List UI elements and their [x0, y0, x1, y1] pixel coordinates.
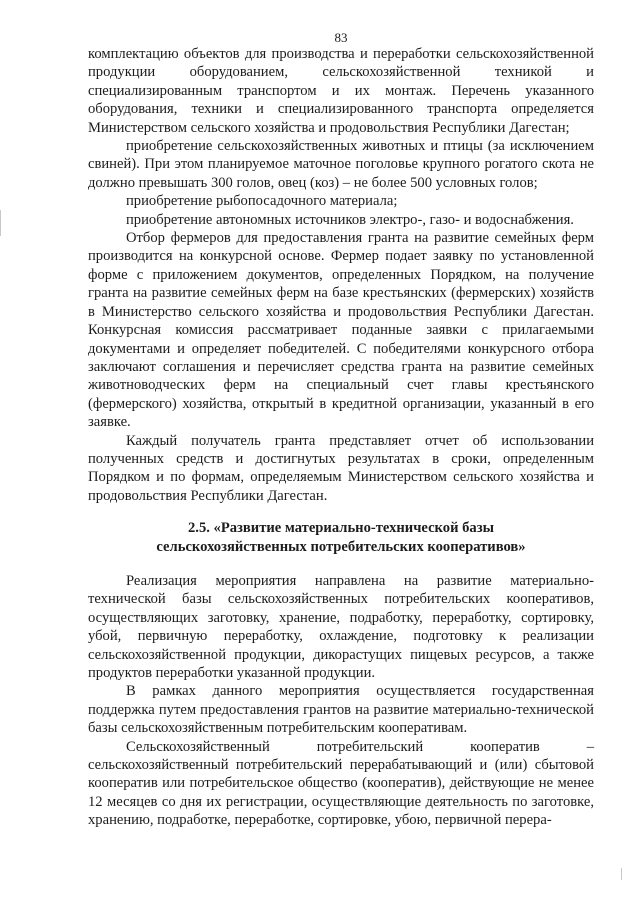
paragraph-implementation: Реализация мероприятия направлена на развитие материально-технической базы сельскохозяйственных потребительских кооперативов, осуществляющих заготовку, хранение, подработку, переработку, сортировку, убой, первичную переработку, охлаждение, подготовку к реализации сельскохозяйственной продукции, дикорастущих пищевых ресурсов, а также продуктов переработки указанной продукции.	[88, 572, 594, 681]
section-heading-line-1: 2.5. «Развитие материально-технической базы	[188, 520, 494, 537]
paragraph-power-sources: приобретение автономных источников электро-, газо- и водоснабжения.	[126, 211, 574, 228]
paragraph-farmer-selection: Отбор фермеров для предоставления гранта на развитие семейных ферм производится на конкурсной основе. Фермер подает заявку по установленной форме с приложением документов, определенных Порядком, на получение гранта на развитие семейных ферм на базе крестьянских (фермерских) хозяйств в Министерство сельского хозяйства и продовольствия Республики Дагестан. Конкурсная комиссия рассматривает поданные заявки с прилагаемыми документами и определяет победителей. С победителями конкурсного отбора заключают соглашения и перечисляет средства гранта на развитие семейных животноводческих ферм на специальный счет главы крестьянского (фермерского) хозяйства, открытый в кредитной организации, указанный в его заявке.	[88, 230, 594, 431]
document-body	[88, 45, 594, 830]
paragraph-equipment: комплектацию объектов для производства и переработки сельскохозяйственной продукции оборудованием, сельскохозяйственной техникой и специализированным транспортом и их монтаж. Перечень указанного оборудования, техники и специализированного транспорта определяется Министерством сельского хозяйства и продовольствия Республики Дагестан;	[88, 46, 594, 136]
page-number: 83	[334, 30, 348, 45]
paragraph-grant-report: Каждый получатель гранта представляет отчет об использовании полученных средств и достигнутых результатах в сроки, определенным Порядком и по формам, определяемым Министерством сельского хозяйства и продовольствия Республики Дагестан.	[88, 432, 594, 504]
section-heading	[88, 519, 594, 556]
section-heading-line-2: сельскохозяйственных потребительских кооперативов»	[156, 538, 526, 555]
paragraph-fish-stock: приобретение рыбопосадочного материала;	[126, 193, 398, 210]
paragraph-livestock: приобретение сельскохозяйственных животных и птицы (за исключением свиней). При этом планируемое маточное поголовье крупного рогатого скота не должно превышать 300 голов, овец (коз) – не более 500 условных голов;	[88, 138, 594, 191]
paragraph-cooperative-definition: Сельскохозяйственный потребительский кооператив – сельскохозяйственный потребительский перерабатывающий и (или) сбытовой кооператив или потребительское общество (кооператив), действующие не менее 12 месяцев со дня их регистрации, осуществляющие деятельность по заготовке, хранению, подработке, переработке, сортировке, убою, первичной перера-	[88, 738, 594, 829]
scan-edge-mark-bottom	[621, 868, 622, 880]
paragraph-state-support: В рамках данного мероприятия осуществляется государственная поддержка путем предоставления грантов на развитие материально-технической базы сельскохозяйственным потребительским кооперативам.	[88, 683, 594, 737]
scan-edge-mark-top	[0, 210, 1, 236]
